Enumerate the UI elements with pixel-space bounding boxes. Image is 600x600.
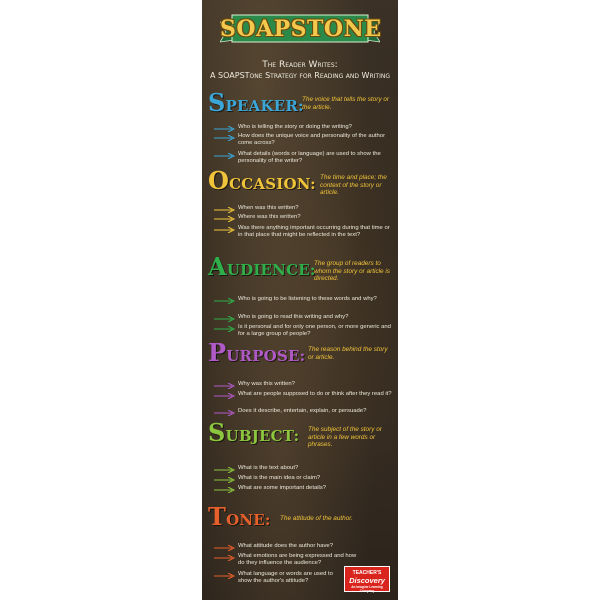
arrow-icon [214, 126, 236, 132]
section-description: The voice that tells the story or the article. [302, 96, 390, 111]
section-heading: SPEAKER: [208, 88, 304, 117]
subtitle-line-2: A SOAPSTone Strategy for Reading and Writing [210, 71, 390, 80]
arrow-icon [214, 227, 236, 233]
section-description: The subject of the story or article in a few words or phrases. [308, 426, 382, 449]
question-item: Who is telling the story or doing the writing? [238, 124, 352, 130]
arrow-icon [214, 545, 236, 551]
question-item: What attitude does the author have? [238, 543, 333, 549]
arrow-icon [214, 393, 236, 399]
arrow-icon [214, 316, 236, 322]
question-item: What emotions are being expressed and how do they influence the audience? [238, 553, 357, 566]
arrow-icon [214, 410, 236, 416]
teachers-discovery-logo [344, 566, 390, 592]
arrow-icon [214, 573, 236, 579]
question-item: Was there anything important occurring during that time or in that place that might be reflected in the text? [238, 225, 390, 238]
question-item: Is it personal and for only one person, or more generic and for a large group of people? [238, 324, 391, 337]
question-item: Does it describe, entertain, explain, or persuade? [238, 408, 367, 414]
section-heading: SUBJECT: [208, 418, 300, 447]
question-item: What is the main idea or claim? [238, 475, 321, 481]
logo-line-1: TEACHER'S [352, 570, 382, 576]
question-item: Why was this written? [238, 381, 295, 387]
poster-title: SOAPSTONE [220, 16, 382, 42]
section-description: The group of readers to whom the story or article is directed. [314, 260, 391, 283]
question-item: What details (words or language) are used to show the personality of the writer? [238, 151, 381, 164]
arrow-icon [214, 207, 236, 213]
section-description: The time and place; the context of the story or article. [320, 174, 387, 197]
arrow-icon [214, 555, 236, 561]
question-item: What language or words are used to show the author's attitude? [238, 571, 333, 584]
subtitle-line-1: The Reader Writes: [262, 60, 338, 70]
section-description: The reason behind the story or article. [308, 346, 388, 361]
question-item: What are people supposed to do or think after they read it? [238, 391, 392, 397]
logo-line-2: Discovery [349, 576, 385, 585]
question-item: Who is going to be listening to these words and why? [238, 296, 377, 302]
question-item: What are some important details? [238, 485, 327, 491]
arrow-icon [214, 477, 236, 483]
section-heading: AUDIENCE: [208, 252, 316, 281]
question-item: Who is going to read this writing and why? [238, 314, 349, 320]
arrow-icon [214, 467, 236, 473]
arrow-icon [214, 216, 236, 222]
logo-line-3: An Imagine Learning Company [351, 585, 383, 593]
section-heading: OCCASION: [208, 166, 316, 195]
arrow-icon [214, 153, 236, 159]
question-item: When was this written? [238, 205, 299, 211]
arrow-icon [214, 487, 236, 493]
soapstone-poster [202, 0, 398, 600]
section-description: The attitude of the author. [280, 515, 353, 522]
arrow-icon [214, 383, 236, 389]
section-heading: PURPOSE: [208, 338, 306, 367]
question-item: How does the unique voice and personality of the author come across? [238, 133, 386, 146]
question-item: What is the text about? [238, 465, 299, 471]
arrow-icon [214, 326, 236, 332]
arrow-icon [214, 298, 236, 304]
question-item: Where was this written? [238, 214, 301, 220]
arrow-icon [214, 135, 236, 141]
title-banner [220, 12, 380, 46]
section-heading: TONE: [208, 502, 271, 531]
